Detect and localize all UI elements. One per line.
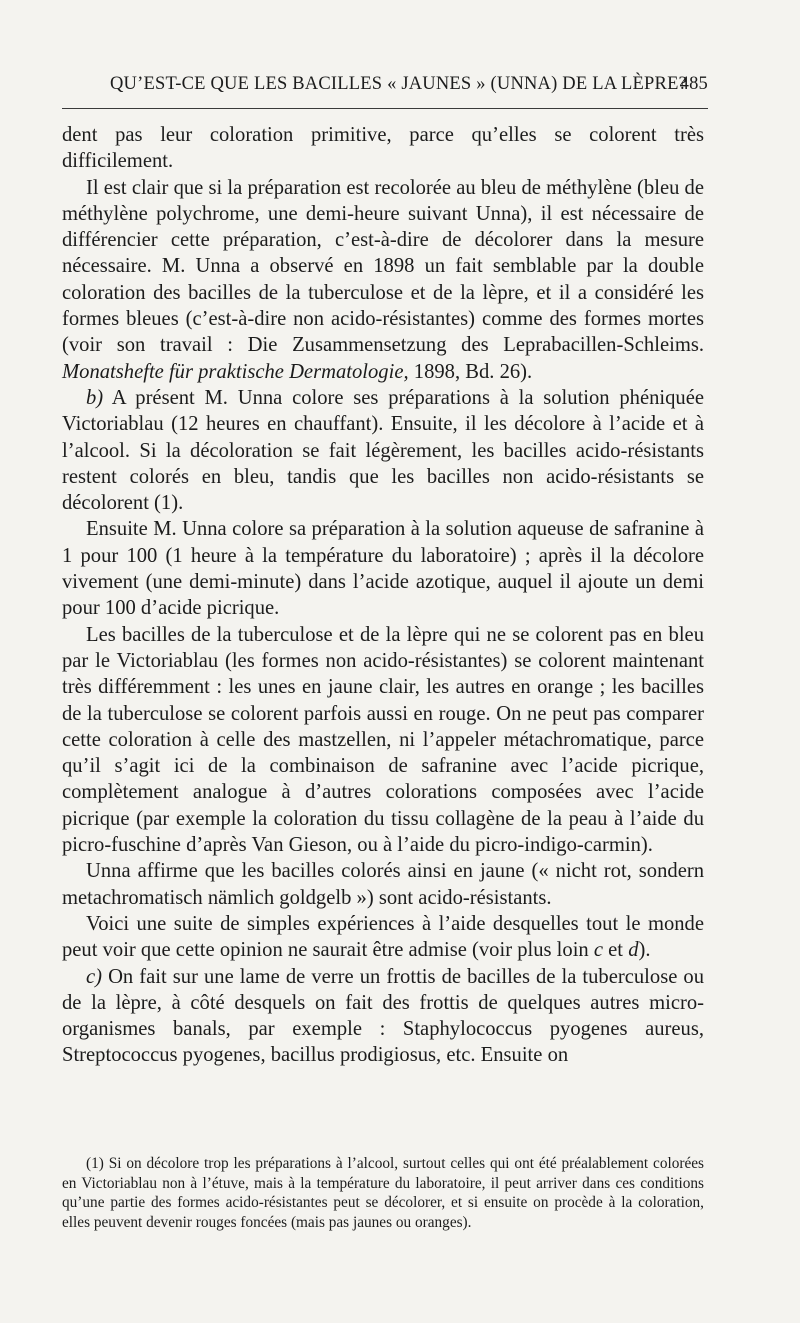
paragraph-end: ). bbox=[638, 939, 651, 962]
running-title: QU’EST-CE QUE LES BACILLES « JAUNES » (UNNA) DE LA LÈPRE? bbox=[110, 74, 687, 94]
conj-et: et bbox=[608, 939, 624, 962]
paragraph-text: Voici une suite de simples expériences à l’aide desquelles tout le monde peut voir que cette opinion ne saurait être admise (voir plus loin bbox=[62, 912, 704, 962]
paragraph-text: A présent M. Unna colore ses préparations à la solution phéniquée Victoriablau (12 heures en chauffant). Ensuite, il les décolore à l’acide et à l’alcool. Si la décoloration se fait légèrement, les bacilles acido-résistants restent colorés en bleu, tandis que les bacilles non acido-résistants se décolorent (1). bbox=[62, 386, 704, 515]
page-number: 485 bbox=[679, 74, 708, 94]
paragraph-bacilles-colors: Les bacilles de la tuberculose et de la lèpre qui ne se colorent pas en bleu par le Victoriablau (les formes non acido-résistantes) se colorent maintenant très différemment : les unes en jaune clair, les autres en orange ; les bacilles de la tuberculose se colorent parfois aussi en rouge. On ne peut pas comparer cette coloration à celle des mastzellen, ni l’appeler métachromatique, parce qu’il s’agit ici de la combinaison de safranine avec l’acide picrique, complètement analogue à d’autres colorations composées avec l’acide picrique (par exemple la coloration du tissu collagène de la peau à l’aide du picro-fuschine d’après Van Gieson, ou à l’aide du picro-indigo-carmin). bbox=[62, 623, 704, 857]
footnotes bbox=[62, 1154, 704, 1233]
paragraph-b bbox=[62, 385, 704, 516]
header-rule bbox=[62, 108, 708, 109]
footnote-1 bbox=[62, 1154, 704, 1233]
paragraph-unna-1898 bbox=[62, 175, 704, 385]
item-label: c) bbox=[86, 965, 102, 988]
journal-title: Monatshefte für praktische Dermatologie, bbox=[62, 360, 409, 383]
item-label: b) bbox=[86, 386, 104, 409]
paragraph-continuation: dent pas leur coloration primitive, parce qu’elles se colorent très difficilement. bbox=[62, 124, 704, 173]
footnote-text: Si on décolore trop les préparations à l’alcool, surtout celles qui ont été préalablement colorées en Victoriablau non à l’étuve, mais à la température du laboratoire, il peut arriver dans ces conditions qu’une partie des formes acido-résistantes peut se décolorer, et si ensuite on procède à la coloration, elles peuvent devenir rouges foncées (mais pas jaunes ou oranges). bbox=[62, 1155, 705, 1232]
ref-d: d bbox=[628, 939, 639, 962]
paragraph-experiences bbox=[62, 911, 704, 964]
paragraph-text: 1898, Bd. 26). bbox=[413, 360, 533, 383]
footnote-marker: (1) bbox=[86, 1155, 104, 1172]
paragraph-text: On fait sur une lame de verre un frottis de bacilles de la tuberculose ou de la lèpre, à côté desquels on fait des frottis de quelques autres micro-organismes banals, par exemple : Staphylococcus pyogenes aureus, Streptococcus pyogenes, bacillus prodigiosus, etc. Ensuite on bbox=[62, 965, 704, 1067]
paragraph-text: Il est clair que si la préparation est recolorée au bleu de méthylène (bleu de méthylène polychrome, une demi-heure suivant Unna), il est nécessaire de différencier cette préparation, c’est-à-dire de décolorer dans la mesure nécessaire. M. Unna a observé en 1898 un fait semblable par la double coloration des bacilles de la tuberculose et de la lèpre, et il a considéré les formes bleues (c’est-à-dire non acido-résistantes) comme des formes mortes (voir son travail : Die Zusammensetzung des Leprabacillen-Schleims. bbox=[62, 176, 704, 357]
paragraph-safranine: Ensuite M. Unna colore sa préparation à la solution aqueuse de safranine à 1 pour 100 (1 heure à la température du laboratoire) ; après il la décolore vivement (une demi-minute) dans l’acide azotique, auquel il ajoute un demi pour 100 d’acide picrique. bbox=[62, 518, 704, 620]
ref-c: c bbox=[593, 939, 604, 962]
paragraph-c bbox=[62, 964, 704, 1069]
paragraph-unna-affirme: Unna affirme que les bacilles colorés ainsi en jaune (« nicht rot, sondern metachromatisch nämlich goldgelb ») sont acido-résistants. bbox=[62, 860, 704, 909]
body-text bbox=[62, 122, 704, 1069]
